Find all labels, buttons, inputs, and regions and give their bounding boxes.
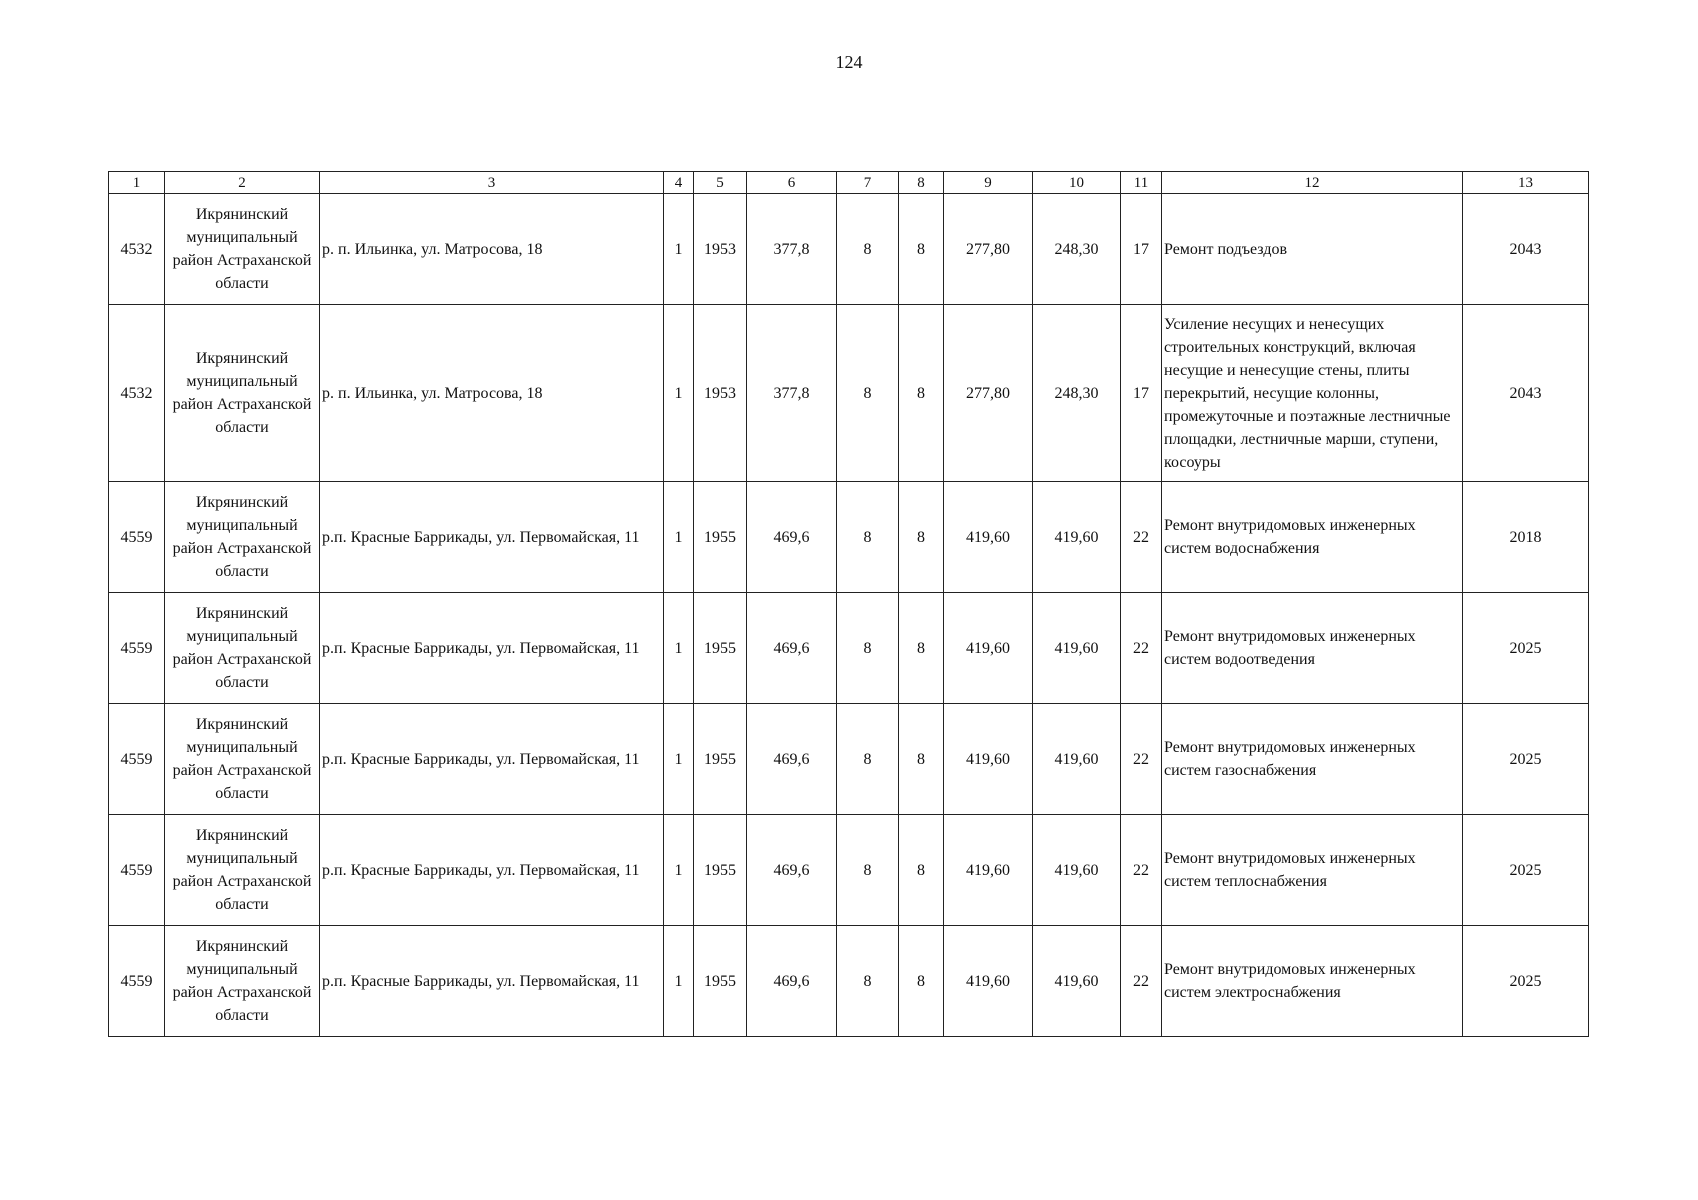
cell-work-type: Ремонт подъездов (1162, 194, 1463, 305)
cell-col6: 377,8 (747, 194, 837, 305)
cell-col9: 277,80 (944, 305, 1033, 482)
cell-col8: 8 (899, 305, 944, 482)
column-header: 10 (1033, 172, 1121, 194)
cell-address: р.п. Красные Баррикады, ул. Первомайская, 11 (320, 593, 664, 704)
cell-address: р.п. Красные Баррикады, ул. Первомайская, 11 (320, 815, 664, 926)
column-header: 2 (165, 172, 320, 194)
cell-year: 1955 (694, 704, 747, 815)
table-row (109, 704, 1589, 815)
cell-address: р.п. Красные Баррикады, ул. Первомайская, 11 (320, 926, 664, 1037)
cell-district: Икрянинский муниципальный район Астраханской области (165, 305, 320, 482)
cell-col4: 1 (664, 926, 694, 1037)
cell-year: 1953 (694, 194, 747, 305)
cell-col9: 419,60 (944, 482, 1033, 593)
cell-work-type: Ремонт внутридомовых инженерных систем теплоснабжения (1162, 815, 1463, 926)
column-header: 4 (664, 172, 694, 194)
cell-col4: 1 (664, 482, 694, 593)
column-header: 1 (109, 172, 165, 194)
column-header: 12 (1162, 172, 1463, 194)
table-row (109, 926, 1589, 1037)
cell-col6: 469,6 (747, 815, 837, 926)
cell-year: 1955 (694, 815, 747, 926)
cell-col8: 8 (899, 593, 944, 704)
cell-id: 4559 (109, 815, 165, 926)
cell-col6: 469,6 (747, 593, 837, 704)
cell-district: Икрянинский муниципальный район Астраханской области (165, 704, 320, 815)
cell-col10: 419,60 (1033, 926, 1121, 1037)
cell-col7: 8 (837, 482, 899, 593)
cell-work-type: Ремонт внутридомовых инженерных систем газоснабжения (1162, 704, 1463, 815)
cell-col9: 419,60 (944, 593, 1033, 704)
page-number: 124 (835, 52, 863, 72)
cell-plan-year: 2025 (1463, 593, 1589, 704)
cell-year: 1955 (694, 593, 747, 704)
cell-col6: 469,6 (747, 926, 837, 1037)
cell-id: 4559 (109, 926, 165, 1037)
cell-col10: 248,30 (1033, 305, 1121, 482)
cell-district: Икрянинский муниципальный район Астраханской области (165, 482, 320, 593)
cell-district: Икрянинский муниципальный район Астраханской области (165, 194, 320, 305)
column-header: 5 (694, 172, 747, 194)
cell-district: Икрянинский муниципальный район Астраханской области (165, 926, 320, 1037)
column-number-row (109, 172, 1589, 194)
cell-col11: 22 (1121, 704, 1162, 815)
cell-col11: 17 (1121, 194, 1162, 305)
cell-col9: 419,60 (944, 815, 1033, 926)
table-row (109, 815, 1589, 926)
cell-district: Икрянинский муниципальный район Астраханской области (165, 815, 320, 926)
cell-year: 1953 (694, 305, 747, 482)
cell-col11: 22 (1121, 482, 1162, 593)
cell-address: р. п. Ильинка, ул. Матросова, 18 (320, 194, 664, 305)
cell-year: 1955 (694, 926, 747, 1037)
column-header: 8 (899, 172, 944, 194)
cell-address: р.п. Красные Баррикады, ул. Первомайская, 11 (320, 482, 664, 593)
column-header: 3 (320, 172, 664, 194)
cell-id: 4532 (109, 305, 165, 482)
column-header: 7 (837, 172, 899, 194)
cell-col6: 469,6 (747, 482, 837, 593)
cell-col4: 1 (664, 704, 694, 815)
cell-plan-year: 2025 (1463, 815, 1589, 926)
table-row (109, 194, 1589, 305)
cell-id: 4559 (109, 704, 165, 815)
cell-work-type: Усиление несущих и ненесущих строительных конструкций, включая несущие и ненесущие стены, плиты перекрытий, несущие колонны, промежуточные и поэтажные лестничные площадки, лестничные марши, ступени, косоуры (1162, 305, 1463, 482)
cell-col10: 248,30 (1033, 194, 1121, 305)
cell-col6: 377,8 (747, 305, 837, 482)
cell-address: р.п. Красные Баррикады, ул. Первомайская, 11 (320, 704, 664, 815)
cell-col9: 277,80 (944, 194, 1033, 305)
table-row (109, 593, 1589, 704)
cell-year: 1955 (694, 482, 747, 593)
cell-district: Икрянинский муниципальный район Астраханской области (165, 593, 320, 704)
cell-plan-year: 2025 (1463, 704, 1589, 815)
cell-col10: 419,60 (1033, 704, 1121, 815)
column-header: 13 (1463, 172, 1589, 194)
cell-col10: 419,60 (1033, 815, 1121, 926)
cell-col7: 8 (837, 926, 899, 1037)
cell-col11: 22 (1121, 926, 1162, 1037)
cell-plan-year: 2018 (1463, 482, 1589, 593)
cell-col8: 8 (899, 815, 944, 926)
column-header: 11 (1121, 172, 1162, 194)
cell-col9: 419,60 (944, 704, 1033, 815)
cell-plan-year: 2025 (1463, 926, 1589, 1037)
cell-col4: 1 (664, 305, 694, 482)
cell-col11: 22 (1121, 593, 1162, 704)
cell-col7: 8 (837, 593, 899, 704)
cell-id: 4532 (109, 194, 165, 305)
cell-plan-year: 2043 (1463, 194, 1589, 305)
cell-work-type: Ремонт внутридомовых инженерных систем электроснабжения (1162, 926, 1463, 1037)
cell-id: 4559 (109, 482, 165, 593)
table-row (109, 305, 1589, 482)
cell-col4: 1 (664, 593, 694, 704)
repair-schedule-table (108, 171, 1589, 1037)
table-row (109, 482, 1589, 593)
cell-col8: 8 (899, 194, 944, 305)
cell-col8: 8 (899, 926, 944, 1037)
cell-col7: 8 (837, 704, 899, 815)
column-header: 6 (747, 172, 837, 194)
cell-plan-year: 2043 (1463, 305, 1589, 482)
cell-col9: 419,60 (944, 926, 1033, 1037)
cell-col7: 8 (837, 194, 899, 305)
cell-col10: 419,60 (1033, 593, 1121, 704)
cell-work-type: Ремонт внутридомовых инженерных систем водоснабжения (1162, 482, 1463, 593)
cell-col8: 8 (899, 704, 944, 815)
cell-col8: 8 (899, 482, 944, 593)
cell-col11: 22 (1121, 815, 1162, 926)
cell-address: р. п. Ильинка, ул. Матросова, 18 (320, 305, 664, 482)
cell-col7: 8 (837, 305, 899, 482)
cell-col10: 419,60 (1033, 482, 1121, 593)
cell-id: 4559 (109, 593, 165, 704)
column-header: 9 (944, 172, 1033, 194)
cell-col4: 1 (664, 815, 694, 926)
cell-col6: 469,6 (747, 704, 837, 815)
cell-col7: 8 (837, 815, 899, 926)
cell-work-type: Ремонт внутридомовых инженерных систем водоотведения (1162, 593, 1463, 704)
cell-col11: 17 (1121, 305, 1162, 482)
cell-col4: 1 (664, 194, 694, 305)
